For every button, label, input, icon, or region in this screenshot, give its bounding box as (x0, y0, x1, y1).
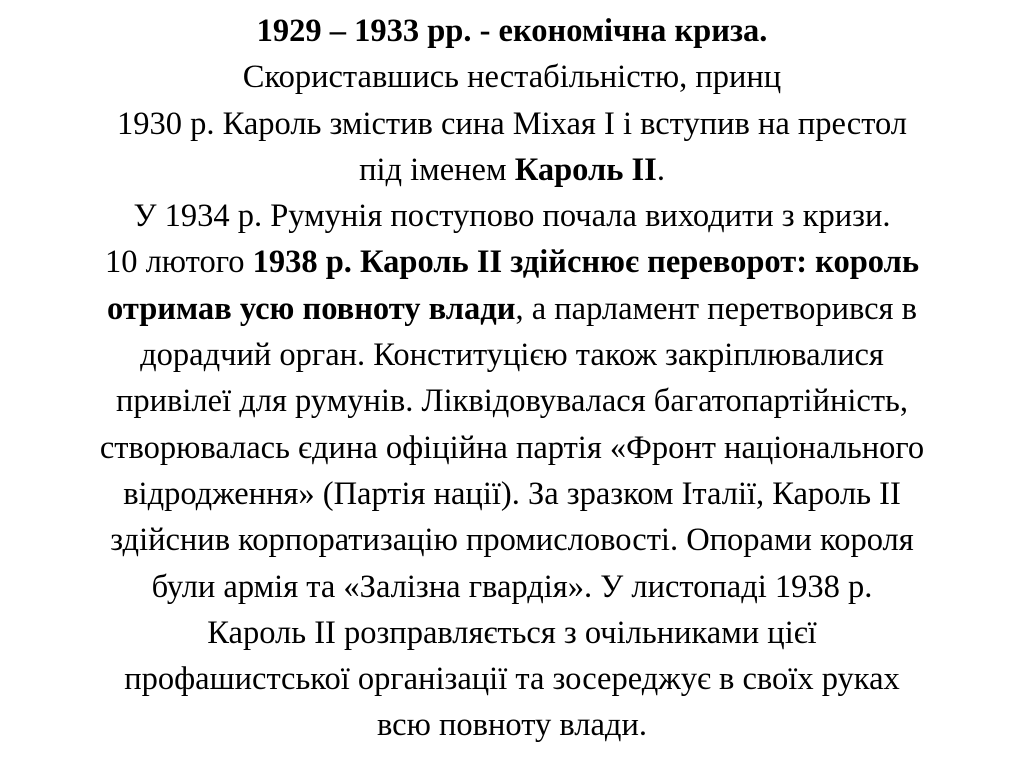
text-segment: , а парламент перетворився в (515, 290, 917, 327)
text-segment: були армія та «Залізна гвардія». У листопаді 1938 р. (151, 568, 873, 605)
bold-text-segment: 1938 р. Кароль ІІ здійснює переворот: король (252, 244, 920, 281)
text-line (0, 286, 1024, 332)
slide-text-body (0, 8, 1024, 749)
text-segment: під іменем (359, 151, 515, 188)
text-line (0, 702, 1024, 748)
text-line (0, 8, 1024, 54)
text-line (0, 656, 1024, 702)
text-line (0, 193, 1024, 239)
text-line (0, 471, 1024, 517)
text-segment: профашистської організації та зосереджує в своїх руках (124, 661, 900, 698)
text-segment: 1930 р. Кароль змістив сина Міхая І і вступив на престол (116, 105, 908, 142)
text-line (0, 517, 1024, 563)
text-line (0, 378, 1024, 424)
bold-text-segment: Кароль ІІ (514, 151, 657, 188)
text-segment: 10 лютого (104, 244, 253, 281)
text-segment: привілеї для румунів. Ліквідовувалася багатопартійність, (116, 383, 908, 420)
bold-text-segment: отримав усю повноту влади (107, 290, 516, 327)
text-segment: дорадчий орган. Конституцією також закріплювалися (140, 337, 884, 374)
text-line (0, 332, 1024, 378)
text-line (0, 610, 1024, 656)
text-segment: . (656, 151, 665, 188)
text-segment: Скориставшись нестабільністю, принц (242, 59, 782, 96)
text-line (0, 564, 1024, 610)
text-line (0, 239, 1024, 285)
text-segment: У 1934 р. Румунія поступово почала виходити з кризи. (133, 198, 891, 235)
text-segment: здійснив корпоратизацію промисловості. Опорами короля (110, 522, 914, 559)
text-segment: створювалась єдина офіційна партія «Фронт національного (99, 429, 925, 466)
text-line (0, 101, 1024, 147)
text-line (0, 147, 1024, 193)
text-line (0, 425, 1024, 471)
text-line (0, 54, 1024, 100)
text-segment: всю повноту влади. (377, 707, 647, 744)
bold-text-segment: 1929 – 1933 рр. - економічна криза. (256, 13, 768, 49)
text-segment: Кароль ІІ розправляється з очільниками цієї (207, 614, 817, 651)
text-segment: відродження» (Партія нації). За зразком Італії, Кароль ІІ (123, 475, 901, 512)
